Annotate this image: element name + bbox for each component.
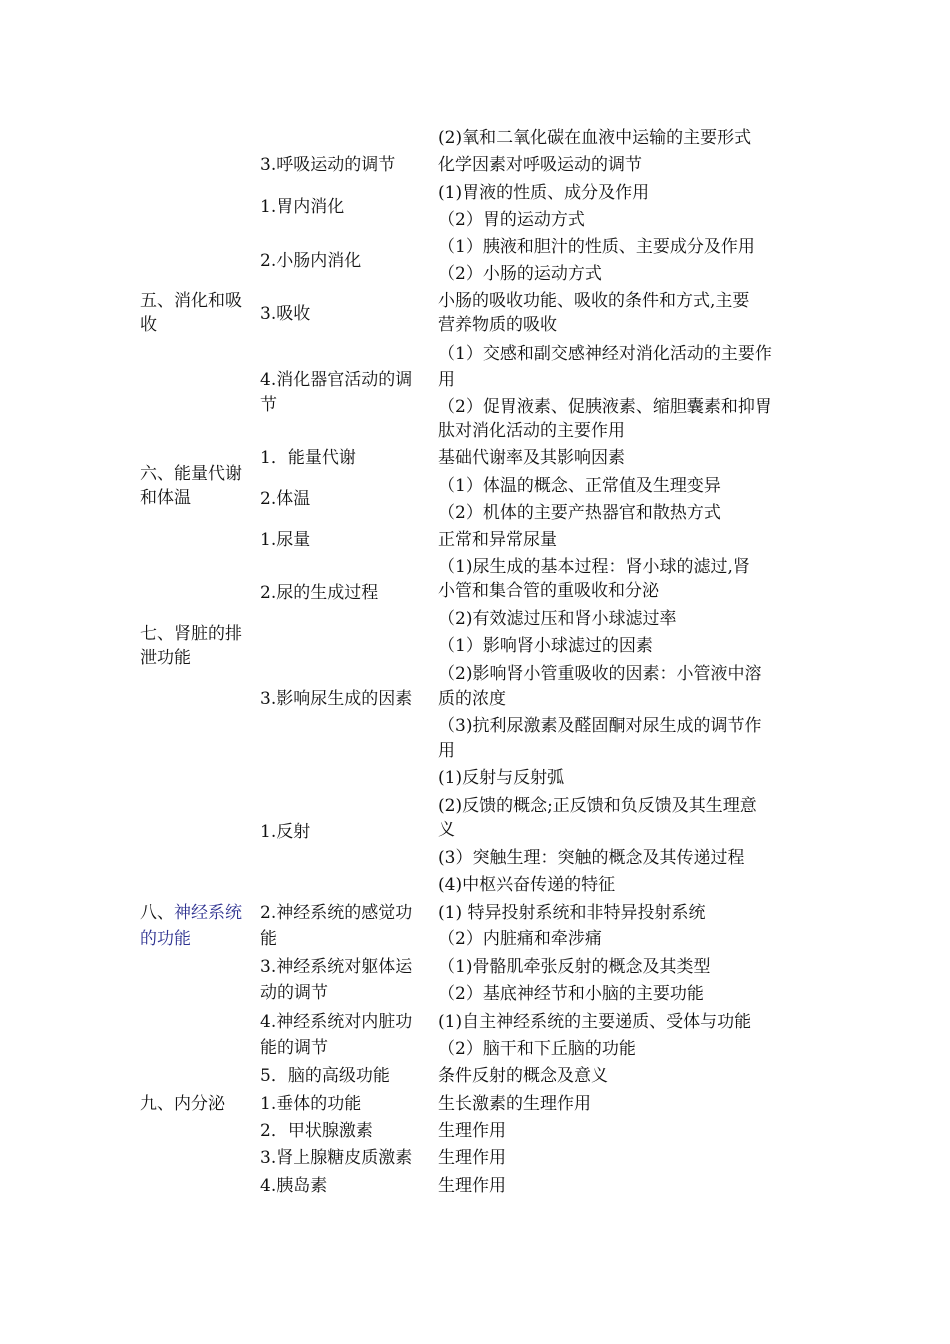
table-cell: 2.神经系统的感觉功: [260, 903, 413, 923]
table-cell: （1）影响肾小球滤过的因素: [438, 636, 653, 656]
table-cell: 肽对消化活动的主要作用: [438, 421, 625, 441]
section-heading: 七、肾脏的排: [140, 624, 242, 644]
section-heading: 的功能: [140, 929, 191, 949]
table-cell: 1．能量代谢: [260, 448, 356, 468]
table-cell: 化学因素对呼吸运动的调节: [438, 155, 642, 175]
table-cell: （2）基底神经节和小脑的主要功能: [438, 984, 704, 1004]
table-cell: (3）突触生理：突触的概念及其传递过程: [438, 848, 745, 868]
table-cell: 生理作用: [438, 1148, 506, 1168]
table-cell: 节: [260, 395, 277, 415]
table-cell: 营养物质的吸收: [438, 315, 557, 335]
table-cell: 1.尿量: [260, 530, 311, 550]
table-cell: 2.体温: [260, 489, 311, 509]
section-heading: 和体温: [140, 488, 191, 508]
table-cell: 4.胰岛素: [260, 1176, 328, 1196]
table-cell: 3.吸收: [260, 304, 311, 324]
table-cell: （2）小肠的运动方式: [438, 264, 602, 284]
table-cell: 能: [260, 929, 277, 949]
section-heading: 九、内分泌: [140, 1094, 225, 1114]
table-cell: 用: [438, 741, 455, 761]
table-cell: 4.消化器官活动的调: [260, 370, 413, 390]
table-cell: (1)反射与反射弧: [438, 768, 565, 788]
table-cell: 小肠的吸收功能、吸收的条件和方式,主要: [438, 291, 750, 311]
table-cell: （2）胃的运动方式: [438, 210, 585, 230]
table-cell: 小管和集合管的重吸收和分泌: [438, 581, 659, 601]
table-cell: (2)氧和二氧化碳在血液中运输的主要形式: [438, 128, 752, 148]
table-cell: 2．甲状腺激素: [260, 1121, 373, 1141]
table-cell: （1)尿生成的基本过程：肾小球的滤过,肾: [438, 557, 750, 577]
table-cell: (4)中枢兴奋传递的特征: [438, 875, 616, 895]
table-cell: （2）脑干和下丘脑的功能: [438, 1039, 636, 1059]
table-cell: 生理作用: [438, 1121, 506, 1141]
table-cell: (1)胃液的性质、成分及作用: [438, 183, 650, 203]
table-cell: 3.神经系统对躯体运: [260, 957, 413, 977]
section-heading: 五、消化和吸: [140, 291, 242, 311]
table-cell: 1.垂体的功能: [260, 1094, 362, 1114]
table-cell: 5．脑的高级功能: [260, 1066, 390, 1086]
table-cell: 基础代谢率及其影响因素: [438, 448, 625, 468]
section-heading: [140, 902, 258, 924]
table-cell: 条件反射的概念及意义: [438, 1066, 608, 1086]
section-number: 八、: [140, 903, 174, 923]
section-title-link: 神经系统: [174, 903, 242, 923]
table-cell: 生理作用: [438, 1176, 506, 1196]
table-cell: （2)影响肾小管重吸收的因素：小管液中溶: [438, 664, 762, 684]
table-cell: （3)抗利尿激素及醛固酮对尿生成的调节作: [438, 716, 762, 736]
section-heading: 泄功能: [140, 648, 191, 668]
table-cell: 1.胃内消化: [260, 197, 345, 217]
table-cell: 能的调节: [260, 1038, 328, 1058]
table-cell: （2）内脏痛和牵涉痛: [438, 929, 602, 949]
table-cell: 质的浓度: [438, 689, 506, 709]
section-heading: 六、能量代谢: [140, 464, 242, 484]
table-cell: 义: [438, 820, 455, 840]
table-cell: （1）体温的概念、正常值及生理变异: [438, 476, 721, 496]
table-cell: (2)反馈的概念;正反馈和负反馈及其生理意: [438, 796, 757, 816]
table-cell: 正常和异常尿量: [438, 530, 557, 550]
table-cell: 用: [438, 370, 455, 390]
table-cell: (1)自主神经系统的主要递质、受体与功能: [438, 1012, 752, 1032]
table-cell: （2）促胃液素、促胰液素、缩胆囊素和抑胃: [438, 397, 772, 417]
table-cell: （2）机体的主要产热器官和散热方式: [438, 503, 721, 523]
table-cell: 2.尿的生成过程: [260, 583, 379, 603]
table-cell: （1）交感和副交感神经对消化活动的主要作: [438, 344, 772, 364]
table-cell: 2.小肠内消化: [260, 251, 362, 271]
table-cell: （2)有效滤过压和肾小球滤过率: [438, 609, 677, 629]
table-cell: 1.反射: [260, 822, 311, 842]
section-heading: 收: [140, 315, 157, 335]
table-cell: 3.肾上腺糖皮质激素: [260, 1148, 413, 1168]
table-cell: 3.呼吸运动的调节: [260, 155, 396, 175]
table-cell: （1)骨骼肌牵张反射的概念及其类型: [438, 957, 711, 977]
table-cell: 4.神经系统对内脏功: [260, 1012, 413, 1032]
table-cell: 3.影响尿生成的因素: [260, 689, 413, 709]
table-cell: （1）胰液和胆汁的性质、主要成分及作用: [438, 237, 755, 257]
table-cell: 生长激素的生理作用: [438, 1094, 591, 1114]
table-cell: 动的调节: [260, 983, 328, 1003]
table-cell: (1) 特异投射系统和非特异投射系统: [438, 903, 706, 923]
